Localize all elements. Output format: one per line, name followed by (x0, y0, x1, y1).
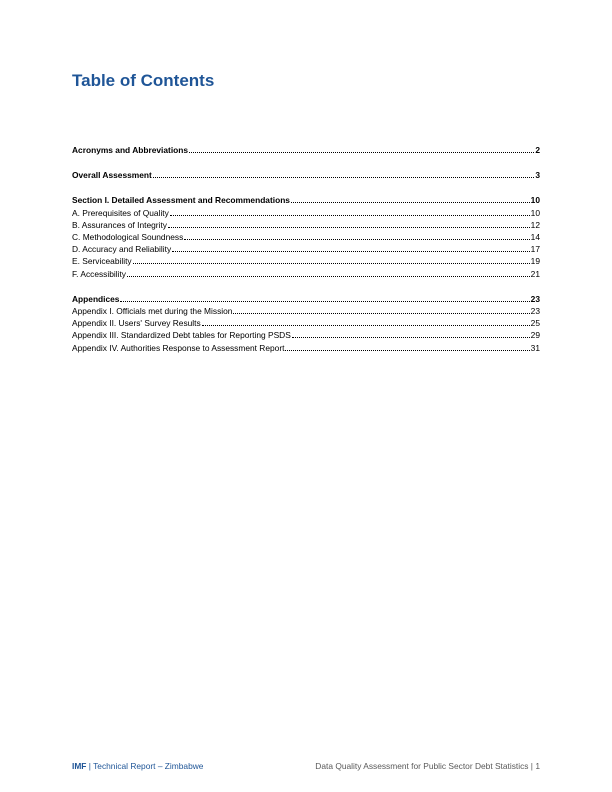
toc-page-number: 19 (530, 256, 540, 267)
toc-entry-label: Appendix I. Officials met during the Mission (72, 306, 233, 317)
toc-page-number: 3 (535, 170, 540, 181)
toc-item-integrity[interactable] (72, 219, 540, 231)
toc-entry-label: A. Prerequisites of Quality (72, 207, 169, 218)
toc-item-serviceability[interactable] (72, 255, 540, 267)
toc-page-number: 17 (530, 244, 540, 255)
toc-page-number: 29 (530, 330, 540, 341)
toc-entry-label: F. Accessibility (72, 268, 126, 279)
toc-entry-label: B. Assurances of Integrity (72, 219, 167, 230)
toc-item-appendix-ii[interactable] (72, 317, 540, 329)
toc-item-accuracy[interactable] (72, 243, 540, 255)
table-of-contents (72, 144, 540, 367)
toc-section-appendices (72, 293, 540, 354)
dot-leader (189, 152, 534, 153)
dot-leader (120, 301, 529, 302)
footer-left (72, 760, 203, 772)
toc-heading-acronyms[interactable] (72, 144, 540, 156)
toc-page-number: 23 (530, 293, 540, 304)
footer-separator: | (86, 761, 94, 771)
footer-page-separator: | (528, 761, 536, 771)
dot-leader (291, 202, 530, 203)
dot-leader (285, 350, 529, 351)
footer-right (315, 760, 540, 772)
page-title: Table of Contents (72, 71, 215, 90)
toc-section-detailed (72, 194, 540, 279)
toc-entry-label: Overall Assessment (72, 170, 152, 181)
toc-entry-label: Acronyms and Abbreviations (72, 145, 189, 155)
toc-heading-overall-assessment[interactable] (72, 169, 540, 181)
toc-page-number: 10 (530, 195, 540, 206)
dot-leader (172, 251, 530, 252)
toc-entry-label: Appendix II. Users' Survey Results (72, 318, 201, 329)
toc-item-methodological[interactable] (72, 231, 540, 243)
toc-heading-appendices[interactable] (72, 293, 540, 305)
toc-page-number: 12 (530, 219, 540, 230)
toc-entry-label: Section I. Detailed Assessment and Recommendations (72, 195, 290, 206)
toc-section-acronyms (72, 144, 540, 156)
toc-entry-label: D. Accuracy and Reliability (72, 244, 172, 255)
toc-page-number: 21 (530, 268, 540, 279)
dot-leader (170, 215, 530, 216)
toc-item-appendix-iv[interactable] (72, 342, 540, 354)
toc-page-number: 2 (535, 145, 540, 155)
toc-section-overall (72, 169, 540, 181)
toc-page-number: 23 (530, 306, 540, 317)
toc-item-accessibility[interactable] (72, 268, 540, 280)
toc-heading-section-i[interactable] (72, 194, 540, 206)
toc-page-number: 10 (530, 207, 540, 218)
dot-leader (127, 276, 530, 277)
toc-page-number: 25 (530, 318, 540, 329)
dot-leader (184, 239, 529, 240)
dot-leader (292, 337, 530, 338)
dot-leader (153, 177, 535, 178)
toc-entry-label: Appendices (72, 293, 120, 304)
toc-entry-label: Appendix III. Standardized Debt tables for Reporting PSDS (72, 330, 291, 341)
toc-entry-label: E. Serviceability (72, 256, 132, 267)
toc-entry-label: Appendix IV. Authorities Response to Assessment Report (72, 342, 285, 353)
dot-leader (233, 313, 529, 314)
dot-leader (202, 325, 530, 326)
toc-entry-label: C. Methodological Soundness (72, 232, 184, 243)
toc-item-appendix-i[interactable] (72, 305, 540, 317)
dot-leader (168, 227, 530, 228)
footer-report-name: Technical Report – Zimbabwe (93, 761, 204, 771)
dot-leader (133, 263, 530, 264)
footer-brand: IMF (72, 761, 87, 771)
toc-item-prerequisites[interactable] (72, 207, 540, 219)
toc-item-appendix-iii[interactable] (72, 329, 540, 341)
footer-page-number: 1 (535, 761, 540, 771)
toc-page-number: 31 (530, 342, 540, 353)
toc-page-number: 14 (530, 232, 540, 243)
footer-doc-title: Data Quality Assessment for Public Sector Debt Statistics (315, 761, 529, 771)
